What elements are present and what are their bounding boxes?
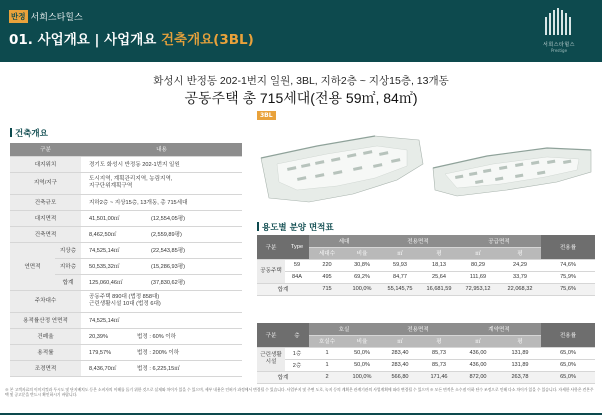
count-cell: 1 [309,347,345,359]
table-row [10,156,242,172]
count-cell: 220 [309,259,345,271]
ratio-cell: 65,0% [541,359,595,371]
building-area-py: (2,559,89평) [151,232,182,238]
total-pct: 100,0% [345,283,379,295]
pct-cell: 50,0% [345,359,379,371]
sup-sqm-cell: 111,69 [457,271,499,283]
subheader-count: 세대수 [309,247,345,259]
total-ct-py: 263,78 [499,371,541,383]
site-area-py: (12,554,05평) [151,216,186,222]
far-area-value: 74,525,14㎡ [81,312,242,328]
total-ct-sqm: 872,00 [457,371,499,383]
subheader-ex-py: 평 [421,247,457,259]
ex-py-cell: 25,64 [421,271,457,283]
ratio-cell: 65,0% [541,347,595,359]
parking-label: 주차대수 [10,290,81,312]
logo-subtext: Prestige [550,48,568,53]
table-row [10,328,242,344]
ex-sqm-cell: 84,77 [379,271,421,283]
overview-table [10,143,242,377]
floor-cell: 2층 [285,359,309,371]
subheader-sup-sqm: ㎡ [457,247,499,259]
total-ex-sqm: 566,80 [379,371,421,383]
below-py: (15,286,93평) [151,264,186,270]
header-ratio: 전용률 [541,235,595,259]
scale-label: 건축규모 [10,194,81,210]
subheader-ex-sqm: ㎡ [379,247,421,259]
count-cell: 495 [309,271,345,283]
parking-value-2: 근린생활시설 10대 (법정 6대) [89,301,161,307]
table-header-row [10,143,242,156]
above-sqm: 74,525,14㎡ [89,248,120,254]
header-category: 구분 [257,323,285,347]
total-sup-py: 22,068,32 [499,283,541,295]
table-header-row [257,235,595,247]
sup-sqm-cell: 80,29 [457,259,499,271]
brand-name: 서희스타힐스 [30,13,83,23]
header-category: 구분 [10,143,81,156]
floor-cell: 1층 [285,347,309,359]
table-row [10,242,242,258]
ex-sqm-cell: 59,93 [379,259,421,271]
subheader-sup-py: 평 [499,247,541,259]
parking-value [81,290,242,312]
total-label: 합계 [257,371,309,383]
site-plan-image [257,120,595,208]
below-label: 지하층 [55,258,81,274]
site-area-value [81,210,242,226]
table-row [10,194,242,210]
below-sqm: 50,535,32㎡ [89,264,120,270]
total-sup-sqm: 72,953,12 [457,283,499,295]
landscape-sqm: 8,436,70㎡ [89,366,117,372]
total-ratio: 65,0% [541,371,595,383]
total-ex-py: 16,681,59 [421,283,457,295]
table-row [10,312,242,328]
subheader-ex-sqm: ㎡ [379,335,421,347]
brand-tag: 반정 [11,12,26,21]
total-label: 합계 [55,274,81,290]
zone-value [81,172,242,194]
brand [9,10,83,23]
header-floor: 층 [285,323,309,347]
landscape-value [81,360,242,376]
title-highlight: 건축개요(3BL) [160,32,254,48]
total-label: 합계 [257,283,309,295]
table-row [10,360,242,376]
header-exclusive: 전용면적 [379,235,457,247]
site-area-sqm: 41,501,00㎡ [89,216,120,222]
header-contract: 계약면적 [457,323,541,335]
site-area-label: 대지면적 [10,210,81,226]
total-sqm: 125,060,46㎡ [89,280,123,286]
ratio-cell: 74,6% [541,259,595,271]
far-value [81,344,242,360]
subheader-count: 호실수 [309,335,345,347]
ct-sqm-cell: 436,00 [457,359,499,371]
total-count: 2 [309,371,345,383]
ct-sqm-cell: 436,00 [457,347,499,359]
header-content: 내용 [81,143,242,156]
total-value [81,274,242,290]
ct-py-cell: 131,89 [499,347,541,359]
unit-area-title: 용도별 분양 면적표 [257,221,334,233]
logo-text: 서희스타힐스 [543,42,575,48]
unit-area-table [257,235,595,296]
landscape-label: 조경면적 [10,360,81,376]
table-row [10,210,242,226]
total-py: (37,830,62평) [151,280,186,286]
table-row [257,359,595,371]
below-value [81,258,242,274]
total-ex-py: 171,46 [421,371,457,383]
far-pct: 179,57% [89,350,112,356]
ex-py-cell: 18,13 [421,259,457,271]
subheader-pct: 비율 [345,335,379,347]
header-type: Type [285,235,309,259]
disclaimer-footnote: ※ 본 고객자료의 이미지컷과 투시도 및 단지배치도 등은 소비자의 이해를 돕기 위한 것으로 실제와 차이가 있을 수 있으며, 세부 내용은 인허가 과정에서 변경될 수 있습니다. 사업부지 및 주변 도로, 녹지 등의 계획은 관계기관의 사업계획에 따라 변경될 수 있으며 ※ 모든 면적은 소수점 이하 단수 조정으로 인해 다소 차이가 있을 수 있습니다. 자세한 사항은 견본주택 및 공고문을 반드시 확인하시기 바랍니다. [5,388,594,397]
table-row [10,226,242,242]
group-label: 공동주택 [257,259,285,283]
far-label: 용적률 [10,344,81,360]
pct-cell: 30,8% [345,259,379,271]
retail-area-table [257,323,595,384]
above-label: 지상층 [55,242,81,258]
address-line: 화성시 반정동 202-1번지 일원, 3BL, 지하2층 ~ 지상15층, 13개동 [153,75,449,87]
header-exclusive: 전용면적 [379,323,457,335]
ratio-cell: 75,9% [541,271,595,283]
zone-value-2: 지구단위계획구역 [89,183,133,189]
pct-cell: 69,2% [345,271,379,283]
table-row [10,172,242,194]
header-units: 호실 [309,323,379,335]
table-row [10,290,242,312]
far-legal: 법정 : 200% 이하 [137,350,180,356]
table-row [257,271,595,283]
building-area-label: 건축면적 [10,226,81,242]
landscape-legal: 법정 : 6,225,15㎡ [137,366,180,372]
subheader-pct: 비율 [345,247,379,259]
ex-sqm-cell: 283,40 [379,359,421,371]
brand-logo [536,7,582,53]
type-cell: 59 [285,259,309,271]
table-row [10,344,242,360]
units-line: 공동주택 총 715세대(전용 59㎡, 84㎡) [184,90,418,106]
header-category: 구분 [257,235,285,259]
table-row [257,347,595,359]
header-ratio: 전용률 [541,323,595,347]
floor-area-label: 연면적 [10,242,55,290]
pct-cell: 50,0% [345,347,379,359]
site-plan-right [433,148,591,196]
subheader-ct-sqm: ㎡ [457,335,499,347]
bottom-divider [0,413,602,415]
above-py: (22,543,85평) [151,248,186,254]
ex-py-cell: 85,73 [421,359,457,371]
sup-py-cell: 24,29 [499,259,541,271]
bcr-legal: 법정 : 60% 이하 [137,334,177,340]
table-row [257,259,595,271]
bcr-label: 건폐율 [10,328,81,344]
title-main: 01. 사업개요 | 사업개요 [9,32,161,48]
sup-py-cell: 33,79 [499,271,541,283]
header-supply: 공급면적 [457,235,541,247]
site-plan-left [261,136,423,202]
site-plan-badge: 3BL [257,111,276,120]
bcr-pct: 20,39% [89,334,108,340]
type-cell: 84A [285,271,309,283]
header-units: 세대 [309,235,379,247]
ex-sqm-cell: 283,40 [379,347,421,359]
overview-title: 건축개요 [10,127,48,139]
location-value: 경기도 화성시 반정동 202-1번지 일원 [81,156,242,172]
bcr-value [81,328,242,344]
scale-value: 지하2층 ~ 지상15층, 13개동, 총 715세대 [81,194,242,210]
total-ex-sqm: 55,145,75 [379,283,421,295]
zone-value-1: 도시지역, 계획관리지역, 농림지역, [89,176,173,182]
building-area-value [81,226,242,242]
subheader-ex-py: 평 [421,335,457,347]
logo-mark-icon [542,7,576,37]
ct-py-cell: 131,89 [499,359,541,371]
total-row [257,371,595,383]
ex-py-cell: 85,73 [421,347,457,359]
location-label: 대지위치 [10,156,81,172]
parking-value-1: 공동주택 890대 (법정 858대) [89,294,160,300]
total-row [257,283,595,295]
zone-label: 지역/지구 [10,172,81,194]
far-area-label: 용적률산정 연면적 [10,312,81,328]
total-pct: 100,0% [345,371,379,383]
group-label: 근린생활시설 [257,347,285,371]
page-header [0,0,602,62]
above-value [81,242,242,258]
table-header-row [257,323,595,335]
count-cell: 1 [309,359,345,371]
total-ratio: 75,6% [541,283,595,295]
total-count: 715 [309,283,345,295]
page-title [9,28,254,48]
building-area-sqm: 8,462,50㎡ [89,232,117,238]
subheader-ct-py: 평 [499,335,541,347]
